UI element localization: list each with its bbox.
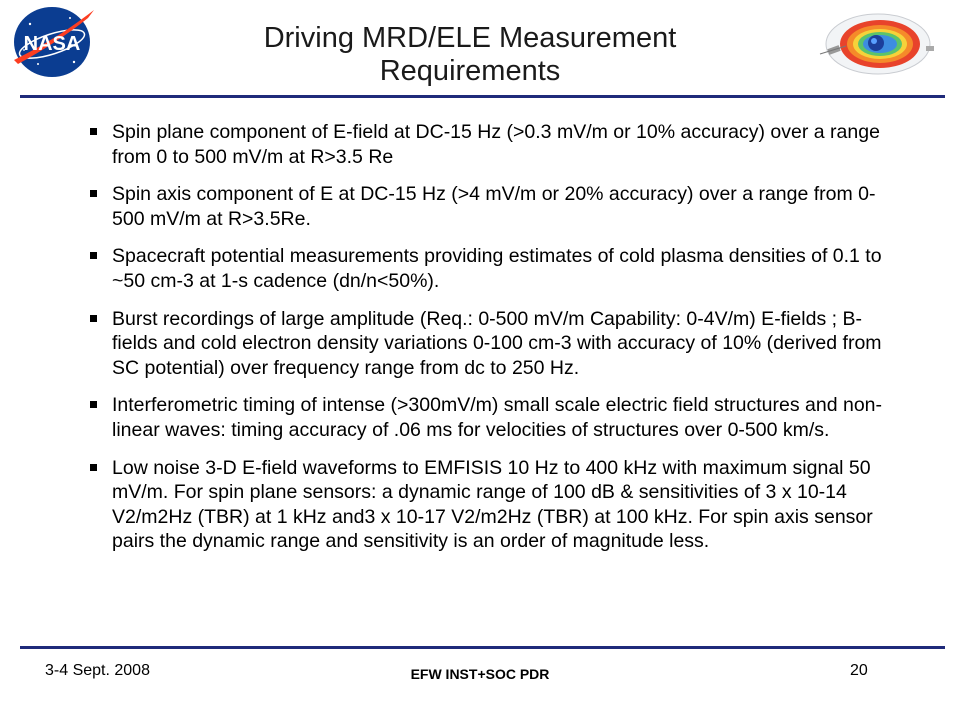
square-bullet-icon — [90, 315, 97, 322]
square-bullet-icon — [90, 252, 97, 259]
footer-title: EFW INST+SOC PDR — [410, 666, 550, 682]
bullet-text: Spin axis component of E at DC-15 Hz (>4 mV/m or 20% accuracy) over a range from 0-500 mV/m at R>3.5Re. — [112, 183, 876, 230]
list-item — [88, 393, 888, 442]
slide-title-line-2: Requirements — [379, 55, 561, 87]
bullet-text: Interferometric timing of intense (>300mV/m) small scale electric field structures and non-linear waves: timing accuracy of .06 ms for velocities of structures over 0-500 km/s. — [112, 394, 883, 441]
page-number: 20 — [850, 662, 868, 679]
slide-title-line-1: Driving MRD/ELE Measurement — [263, 22, 677, 54]
list-item — [88, 456, 888, 554]
requirements-list — [88, 120, 888, 567]
radiation-belts-icon — [810, 10, 950, 80]
bullet-text: Spacecraft potential measurements providing estimates of cold plasma densities of 0.1 to ~50 cm-3 at 1-s cadence (dn/n<50%). — [112, 245, 882, 292]
nasa-logo-text: NASA — [23, 33, 81, 55]
footer-date: 3-4 Sept. 2008 — [45, 662, 150, 679]
square-bullet-icon — [90, 464, 97, 471]
list-item — [88, 120, 888, 169]
list-item — [88, 244, 888, 293]
header-divider — [20, 95, 945, 98]
square-bullet-icon — [90, 190, 97, 197]
list-item — [88, 182, 888, 231]
mission-logo — [810, 10, 950, 80]
bullet-text: Low noise 3-D E-field waveforms to EMFISIS 10 Hz to 400 kHz with maximum signal 50 mV/m. For spin plane sensors: a dynamic range of 100 dB & sensitivities of 3 x 10-14 V2/m2Hz (TBR) at 1 kHz and3 x 10-17 V2/m2Hz (TBR) at 100 kHz. For spin axis sensor pairs the dynamic range and sensitivity is an order of magnitude less. — [112, 456, 873, 553]
slide-title — [150, 22, 790, 88]
footer-divider — [20, 646, 945, 649]
square-bullet-icon — [90, 128, 97, 135]
list-item — [88, 307, 888, 381]
square-bullet-icon — [90, 401, 97, 408]
nasa-meatball-icon — [8, 4, 98, 80]
nasa-logo — [8, 4, 98, 80]
bullet-text: Spin plane component of E-field at DC-15 Hz (>0.3 mV/m or 10% accuracy) over a range from 0 to 500 mV/m at R>3.5 Re — [112, 121, 880, 168]
bullet-text: Burst recordings of large amplitude (Req.: 0-500 mV/m Capability: 0-4V/m) E-fields ; B-fields and cold electron density variations 0-100 cm-3 with accuracy of 10% (derived from SC potential) over frequency range from dc to 250 Hz. — [112, 307, 882, 379]
